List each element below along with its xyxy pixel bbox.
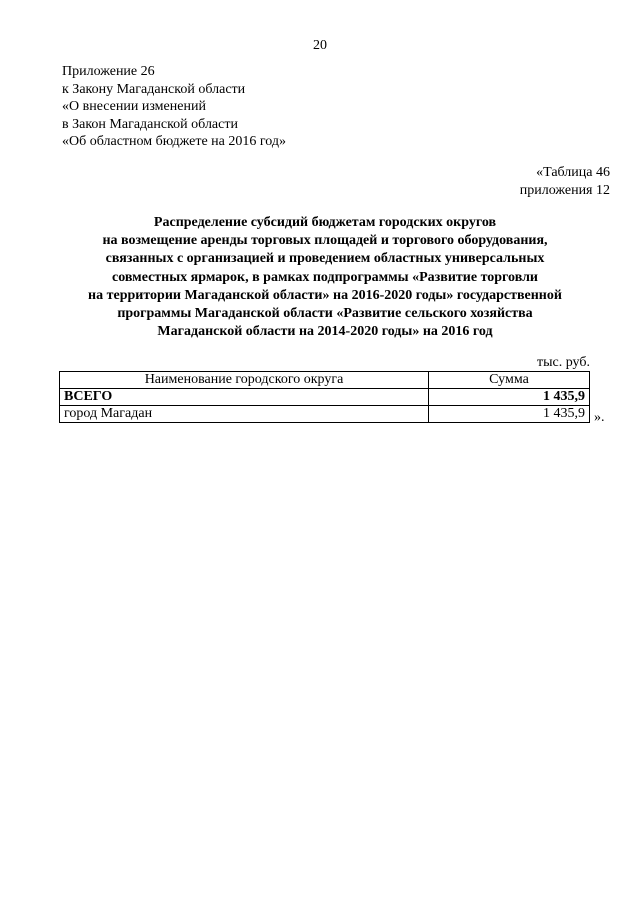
- appendix-line: Приложение 26: [62, 64, 155, 79]
- row-amount: 1 435,9: [429, 389, 590, 406]
- row-name: город Магадан: [60, 406, 429, 423]
- appendix-block: [62, 63, 286, 151]
- table-ref-line: «Таблица 46: [536, 165, 610, 180]
- title-line: Распределение субсидий бюджетам городских округов: [153, 215, 497, 230]
- table-ref-line: приложения 12: [519, 183, 610, 198]
- header-amount: Сумма: [429, 372, 590, 389]
- title-line: на территории Магаданской области» на 2016-2020 годы» государственной: [88, 287, 562, 303]
- closing-mark: ».: [594, 410, 605, 425]
- appendix-line: «Об областном бюджете на 2016 год»: [62, 134, 286, 149]
- table-row: [60, 406, 590, 423]
- subsidy-table: [59, 371, 590, 423]
- units-label: тыс. руб.: [537, 355, 590, 370]
- title-line: Магаданской области на 2014-2020 годы» на 2016 год: [157, 324, 493, 340]
- title-line: совместных ярмарок, в рамках подпрограммы «Развитие торговли: [111, 269, 538, 285]
- row-name: ВСЕГО: [60, 389, 429, 406]
- table-row: [60, 389, 590, 406]
- title-line: программы Магаданской области «Развитие сельского хозяйства: [117, 306, 533, 322]
- title-line: на возмещение аренды торговых площадей и торгового оборудования,: [102, 233, 548, 249]
- title-line: связанных с организацией и проведением областных универсальных: [105, 251, 545, 267]
- table-reference: [520, 164, 610, 200]
- appendix-line: в Закон Магаданской области: [62, 116, 238, 132]
- appendix-line: к Закону Магаданской области: [62, 81, 246, 97]
- page-number: 20: [313, 38, 327, 53]
- table-header-row: [60, 372, 590, 389]
- row-amount: 1 435,9: [429, 406, 590, 423]
- appendix-line: «О внесении изменений: [62, 99, 206, 114]
- header-name: Наименование городского округа: [60, 372, 429, 389]
- document-title: [60, 214, 590, 341]
